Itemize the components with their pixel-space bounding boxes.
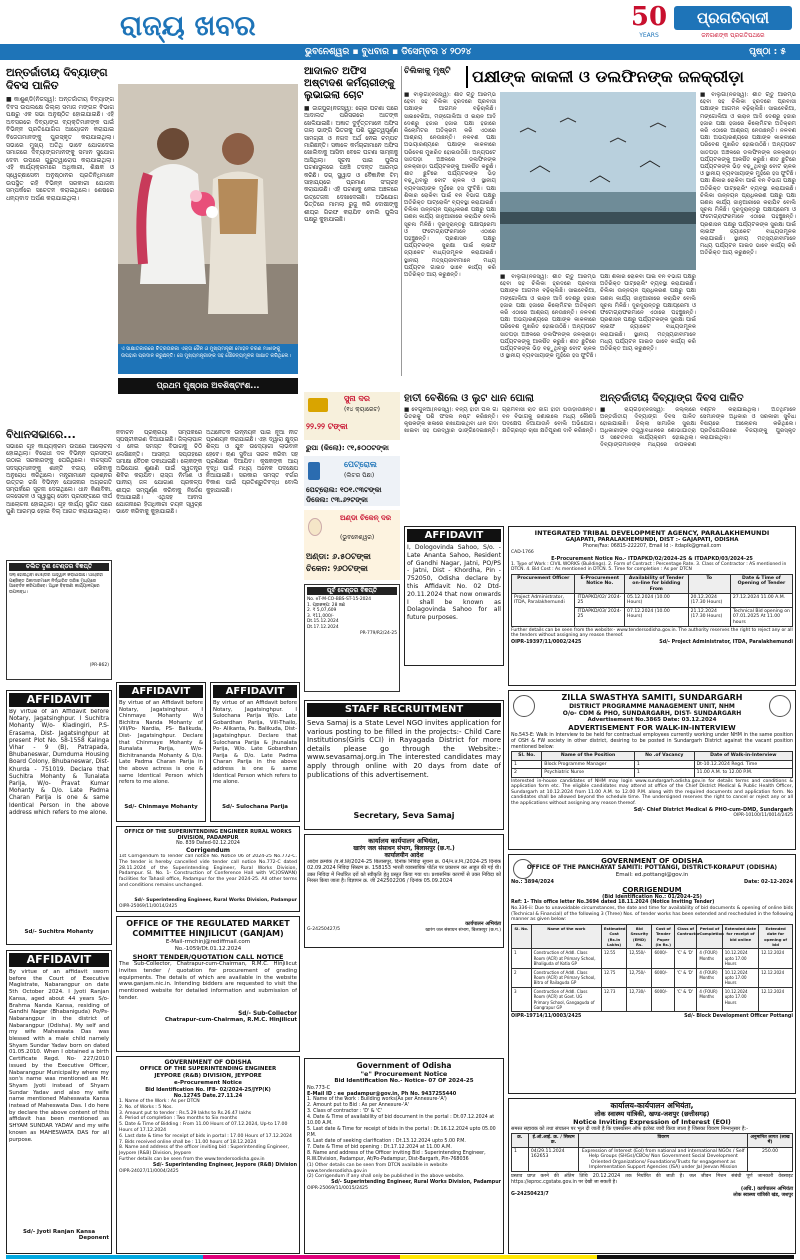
story1-body: ■ କାଶୁଣ୍ଡି(ନିଜସ୍ୱ): ଅନ୍ତର୍ଜାତୀୟ ଦିବ୍ୟାଙ୍ଗ ଦିବସ ଉପଲକ୍ଷେ ଜିଲ୍ଲା ସମାଜ ମଙ୍ଗଳ ବିଭାଗ ପକ୍ଷରୁ ଏକ ସଭା ଅନୁଷ୍ଠିତ ହୋଇଯାଇଛି। ଏହି ଅବସରରେ ଦିବ୍ୟାଙ୍ଗ ବ୍ୟକ୍ତିମାନଙ୍କ ପାଇଁ ବିଭିନ୍ନ ପ୍ରତିଯୋଗିତା ଆୟୋଜନ କରାଯାଇ ବିଜେତାମାନଙ୍କୁ ପୁରସ୍କୃତ କରାଯାଇଥିଲା। ସଭାରେ ମୁଖ୍ୟ ଅତିଥି ଭାବେ ଯୋଗଦେଇ ସମାଜରେ ଦିବ୍ୟାଙ୍ଗମାନଙ୍କୁ ସମାନ ସୁଯୋଗ ଦେବା ଉପରେ ଗୁରୁତ୍ୱାରୋପ କରାଯାଇଥିଲା। ଏହି କାର୍ଯ୍ୟକ୍ରମରେ ଅଧିକାରୀ, ଶିକ୍ଷକ ଓ ସ୍ୱେଚ୍ଛାସେବୀ ଅନୁଷ୍ଠାନର ପ୍ରତିନିଧିମାନେ ଉପସ୍ଥିତ ରହି ବିଭିନ୍ନ ସରକାରୀ ଯୋଜନା ସମ୍ପର୍କରେ ସଚେତନ କରାଇଥିଲେ। ଶେଷରେ ଧନ୍ୟବାଦ ଅର୍ପଣ କରାଯାଇଥିଲା। bbox=[6, 96, 114, 202]
pt-cell: 12.12.2024 bbox=[759, 949, 793, 968]
pt-th-2: Estimated Cost (Rs.in Lakhs) bbox=[601, 924, 626, 949]
story4-title: ବିଧାନସଭାରେ... bbox=[6, 428, 76, 441]
phed-para: समस्त सहायक को तथा संचालन पर भूल दी जाती है कि एक्सप्रेसन ऑफ इंटरेस्ट जारी किया जाता है जिसका विवरण निम्नानुसार है:- bbox=[511, 1126, 749, 1132]
story3-kicker: ଚିଲିକାକୁ ମୃଷ୍ଟି bbox=[404, 66, 451, 75]
tender-notice-small bbox=[6, 560, 112, 680]
pt-cell: 3 bbox=[512, 987, 532, 1012]
pt-th-4: Cost of Tender Paper (In Rs.) bbox=[652, 924, 674, 949]
tender-small-line-4: Dt.15.12.2024 bbox=[307, 619, 339, 625]
notice-small-body: ସିଲ୍ ହୋଇଥିବା ଟେଣ୍ଡର ଆହ୍ୱାନ କରାଯାଉଛି। ଆଗ୍ରହୀ ପଞ୍ଜିକୃତ ଠିକାଦାରମାନେ ନିର୍ଦ୍ଧାରିତ ତାରିଖ ମଧ୍ୟରେ ଆବେଦନ କରିପାରିବେ। ଅଧିକ ବିବରଣୀ କାର୍ଯ୍ୟାଳୟରେ ଉପଲବ୍ଧ। bbox=[9, 573, 103, 595]
phed-code: G-24250423/7 bbox=[511, 1192, 549, 1198]
section-title-bar bbox=[30, 8, 500, 44]
pt-cell: 10.12.2024 upto 17.00 Hours bbox=[722, 987, 759, 1012]
jey-sub2: JEYPORE (R&B) DIVISION, JEYPORE bbox=[154, 1073, 262, 1079]
nhm-sub1: DISTRICT PROGRAMME MANAGEMENT UNIT, NHM bbox=[569, 703, 735, 710]
affidavit-sign: Sd/- Chinmaye Mohanty bbox=[124, 804, 198, 810]
nhm-walkin-ad bbox=[508, 690, 796, 850]
itda-footer: Further details can be seen from the website:- www.tendersodisha.gov.in. The authority reserves the right to reject any or all the tenders without assigning any reason thereof. bbox=[511, 628, 793, 639]
affidavit-sign: Sd/- Jyoti Ranjan Kansa bbox=[22, 1229, 96, 1235]
staff-sign: Secretary, Seva Samaj bbox=[353, 811, 455, 820]
gold-price: ୨୨.୨୨ ଟଙ୍କା bbox=[306, 422, 348, 431]
story-divyang-rayagada bbox=[600, 392, 796, 516]
ep-email: E-Mail ID : ee_padampur@gov.in, Ph No. 9437255440 bbox=[307, 1091, 457, 1097]
affidavit-title: AFFIDAVIT bbox=[119, 685, 203, 698]
oil-label: ପେଟ୍ରୋଲ bbox=[344, 460, 377, 469]
nhm-sub2: O/o- CDM & PHO, SUNDARGARH, DIST- SUNDARGARH bbox=[562, 710, 742, 717]
phed-head: Notice Inviting Expression of Interest (EOI) bbox=[573, 1118, 731, 1126]
ep-foot2: (2) Corrigendum if any shall only be published in the above website. bbox=[307, 1174, 465, 1180]
story-chilika-birds bbox=[404, 66, 796, 386]
hindi-sign2: खारंग जल संसाधन संभाग, बिलासपुर (छ.ग.) bbox=[425, 928, 501, 933]
story-divyang-day bbox=[6, 66, 114, 426]
itda-bottom bbox=[511, 640, 793, 645]
affidavit-title: AFFIDAVIT bbox=[213, 685, 297, 698]
itda-code: CAD-1766 bbox=[511, 550, 534, 555]
pt-cell: Construction of Addl. Class Room (ACR) at Govt. UG Primary School, Gangaguda of Gangrapur GP bbox=[531, 987, 601, 1012]
petrol-box bbox=[304, 456, 400, 506]
phed-th-0: क्र. bbox=[512, 1134, 529, 1148]
pt-cell: 12.12.2024 bbox=[759, 987, 793, 1012]
pt-cell: 12,550/- bbox=[627, 949, 652, 968]
jey-sub3: e-Procurement Notice bbox=[174, 1080, 242, 1086]
itda-th-4: Date & Time of Opening of Tender bbox=[730, 574, 792, 593]
story5-title: ହାତୀ ବେଶିଲେ ଓ ଲୁଟ ଧାନ ପୋଲା bbox=[404, 393, 534, 404]
tender-small-line-2: 2. ₹ 5,07,609 bbox=[307, 608, 337, 614]
hindi-order-ad bbox=[304, 834, 504, 948]
pottangi-corrigendum-ad bbox=[508, 854, 796, 1094]
rmc-email: E-Mail-rmchinj@rediffmail.com bbox=[165, 939, 251, 945]
pt-cell: 12.55 bbox=[601, 949, 626, 968]
ep-row-1: 2. Amount put to Bid : As per Annexure-'A' bbox=[307, 1103, 410, 1108]
odisha-emblem-icon bbox=[513, 695, 535, 717]
gold-rate-box bbox=[304, 392, 400, 440]
ep-oipr: OIPR-25069/11/0015/2425 bbox=[307, 1185, 368, 1191]
pt-cell: 6000/- bbox=[652, 968, 674, 987]
jey-title: GOVERNMENT OF ODISHA bbox=[164, 1059, 252, 1066]
itda-phone: Phone/Fax: 06815-222207, Email Id :- itdaplk@gmail.com bbox=[583, 544, 721, 549]
tender-small-line-3: 3. ₹11,000/- bbox=[307, 613, 334, 619]
pt-head: CORRIGENDUM bbox=[622, 886, 682, 894]
phed-th-3: अनुमानित लागत (लाख में) bbox=[748, 1134, 793, 1148]
itda-cell: 27.12.2024 11.00 A.M. bbox=[730, 594, 792, 608]
gold-label: ସୁନା ଦର bbox=[344, 394, 371, 403]
page-number: ପୃଷ୍ଠା : ୫ bbox=[749, 47, 786, 57]
itda-tender-ad bbox=[508, 526, 796, 686]
pt-th-7: Extended date for receipt of bid online bbox=[722, 924, 759, 949]
hindi-sub: खारंग जल संसाधन संभाग, बिलासपुर (छ.ग.) bbox=[353, 845, 455, 852]
ep-row-3: 4. Date & Time of availability of bid document in the portal : Dt.07.12.2024 at 10.00 A.M. bbox=[307, 1115, 495, 1126]
ep-sub2: Bid Identification No.- Notice- 07 OF 2024-25 bbox=[334, 1078, 474, 1084]
jey-sub: OFFICE OF THE SUPERINTENDING ENGINEER bbox=[139, 1066, 277, 1072]
nhm-logo-icon bbox=[769, 695, 791, 717]
pt-cell: 12.73 bbox=[601, 987, 626, 1012]
reg-magenta bbox=[203, 1255, 400, 1259]
hindi-code: G-24250427/5 bbox=[307, 927, 341, 932]
egg-sub: (ଭୁବନେଶ୍ୱର) bbox=[340, 534, 375, 541]
ep-row-6: 7. Date & Time of bid opening : Dt.17.12.2024 at 11.00 A.M. bbox=[307, 1145, 452, 1150]
story4b-body: ନିର୍ବାଚନ ପ୍ରକ୍ରିୟା ସମ୍ପର୍କରେ ସ୍ପଷ୍ଟୀକରଣ ଦିଆଯାଇଛି। ଜିଲ୍ଲାପାଳ ଏ ନେଇ ସମସ୍ତ ବିଭାଗକୁ ଚିଠି ଲେଖିଛନ୍ତି। ଆସନ୍ତା ସପ୍ତାହରେ ସମୀକ୍ଷା ବୈଠକ ଡକାଯାଇଛି। ଲୋକଙ୍କ ଅଭିଯୋଗ ଶୁଣାଣି ପାଇଁ ସ୍ୱତନ୍ତ୍ର ଶିବିର କରାଯିବ। ରାସ୍ତା ନିର୍ମାଣ ଓ ପାନୀୟ ଜଳ ଯୋଗାଣ ପ୍ରକଳ୍ପ ଶୀଘ୍ର ସମ୍ପୂର୍ଣ୍ଣ କରିବାକୁ ନିର୍ଦ୍ଦେଶ ଦିଆଯାଇଛି। ଏଥିସହ ଆବାସ ଯୋଜନାରେ ହିତାଧିକାରୀ ଚୟନ ସ୍ୱଚ୍ଛ ଭାବେ କରିବାକୁ କୁହାଯାଇଛି। bbox=[116, 430, 202, 516]
notice-small-title: ଚଲିତ ତୃଣ ଟେଣ୍ଡର ବିଜ୍ଞପ୍ତି bbox=[9, 563, 109, 571]
phed-cell: 250.00 bbox=[748, 1147, 793, 1172]
affidavit-chinmaye bbox=[116, 682, 206, 822]
affidavit-suchitra bbox=[6, 690, 112, 945]
pt-cell: 1 bbox=[512, 949, 532, 968]
ep-row-5: 6. Last date of seeking clarification : Dt.13.12.2024 upto 5.00 P.M. bbox=[307, 1139, 466, 1144]
pt-cell: Construction of Addl. Class Room (ACR) at Primary School, Bhaliguda of Kotia GP bbox=[531, 949, 601, 968]
front-page-continued-banner bbox=[118, 378, 298, 394]
reg-yellow bbox=[400, 1255, 597, 1259]
nhm-cell: Psychiatric Nurse bbox=[542, 769, 635, 777]
phed-footer: प्रस्ताव प्राप्त करने की अंतिम तिथि 20.12.2024 तक निर्धारित की जाती है। जल जीवन मिशन संबंधी पूर्ण जानकारी वेबसाइट https://eproc.cgstate.gov.in पर देखी जा सकती है। bbox=[511, 1174, 793, 1186]
fuel-pump-icon bbox=[308, 462, 320, 480]
photo-caption bbox=[118, 344, 298, 374]
story-elephant bbox=[404, 392, 596, 516]
story6-title: ଅନ୍ତର୍ଜାତୀୟ ଦିବ୍ୟାଙ୍ଗ ଦିବସ ପାଳିତ bbox=[600, 393, 744, 404]
pt-th-8: Extended date for opening of bid bbox=[759, 924, 793, 949]
tender-small-title: ପୂର୍ବ ଟେଣ୍ଡର ବିଜ୍ଞପ୍ତି bbox=[307, 587, 397, 595]
pt-email: Email: ed.pottangi@gov.in bbox=[615, 872, 689, 878]
table-row bbox=[512, 1147, 793, 1172]
itda-title: INTEGRATED TRIBAL DEVELOPMENT AGENCY, PARALAKHEMUNDI bbox=[534, 529, 770, 537]
phed-th-2: विवरण bbox=[579, 1134, 748, 1148]
pt-th-1: Name of the work bbox=[531, 924, 601, 949]
pt-cell: 'C' & 'D' bbox=[674, 987, 696, 1012]
affidavit-body: By virtue of an Affidavit before Notary, Jagatsinghpur. I Chinmaye Mohanty W/o Bichitra Nanda Mohanty of Vill/Po- Nardia, PS- Balikuda, Dist- Jagatsinghpur. Declare that Chinmaye Mohanty & Runalata Parija, W/o- Bichitrananda Mohanty & D/o. Late Padma Charan Parija in the above actress is one & same Identical Person which refers to me alone. bbox=[119, 700, 203, 786]
diesel-price: ଡିଜେଲ: ୯୩.୬୨ଟଙ୍କା bbox=[306, 496, 368, 504]
notice-small-sign: (PR-862) bbox=[89, 663, 109, 668]
story3-body-col2 bbox=[500, 274, 696, 382]
padampur-eproc-ad bbox=[304, 1058, 504, 1254]
tender-small-line-5: Dt.17.12.2024 bbox=[307, 624, 339, 630]
jeypore-eproc-ad bbox=[116, 1056, 300, 1254]
pt-cell: 6000/- bbox=[652, 987, 674, 1012]
jey-ref2: No.12745 Date.27.11.24 bbox=[173, 1093, 243, 1099]
hindi-bottom bbox=[307, 927, 501, 933]
affidavit-sign: Sd/- Sulochana Parija bbox=[222, 804, 288, 810]
phed-bottom bbox=[511, 1192, 793, 1198]
dateline: ଭୁବନେଶ୍ୱର ▪ ବୁଧବାର ▪ ଡିସେମ୍ବର ୪ ୨୦୨୪ bbox=[305, 47, 472, 57]
itda-th-1: E-Procurement Notice No. bbox=[575, 574, 625, 593]
petrol-price: ପେଟ୍ରୋଲ: ୧୦୧.୯୩ଟଙ୍କା bbox=[306, 486, 382, 494]
egg-price: ଅଣ୍ଡା: ୬.୫୦ଟଙ୍କା bbox=[306, 552, 371, 561]
nhm-oipr: OIPR-10100/11/0014/2425 bbox=[733, 812, 793, 818]
pt-th-5: Class of Contractor bbox=[674, 924, 696, 949]
affidavit-title: AFFIDAVIT bbox=[407, 529, 501, 542]
phed-sign: (अधि.) कार्यपालन अभियंता bbox=[740, 1186, 793, 1193]
corr-sign: Sd/- Superintending Engineer, Rural Works Division, Padampur bbox=[134, 898, 297, 903]
itda-cell: ITDAPKD/03/ 2024-25 bbox=[575, 607, 625, 626]
jey-row-1: 2. No. of Works : 5 Nos. bbox=[119, 1104, 173, 1110]
itda-table bbox=[511, 574, 793, 627]
phed-th-1: ई.ओ.आई. क्र. / सिस्टम क्र. bbox=[528, 1134, 579, 1148]
pt-cell: 6000/- bbox=[652, 949, 674, 968]
table-row bbox=[512, 987, 793, 1012]
nhm-cell: Dt-10.12.2024 Regd. Time bbox=[694, 760, 792, 768]
nhm-adv: Advertisement No.3865 Date: 03.12.2024 bbox=[587, 717, 717, 723]
rmc-head: SHORT TENDER/QUOTATION CALL NOTICE bbox=[132, 953, 284, 961]
phed-table bbox=[511, 1133, 793, 1172]
story2-title: ଆଦାଲତ ଅଫିସ ଅଷ୍ଟାଦଶ କର୍ମଚାରୀଙ୍କୁ ଲୁଭାଇଲା ଚୋଟ bbox=[304, 66, 395, 101]
pt-th-3: Bid Security (EMD) Rs. bbox=[627, 924, 652, 949]
jey-row-2: 3. Amount put to tender : Rs.5.29 lakhs to Rs.26.47 lakhs bbox=[119, 1110, 252, 1116]
padampur-corrigendum bbox=[116, 826, 300, 912]
pt-cell: 2 bbox=[512, 968, 532, 987]
pt-cell: 4 (FOUR) Months bbox=[697, 968, 722, 987]
pt-cell: 12,730/- bbox=[627, 987, 652, 1012]
story6-body: ■ ରାୟଗଡ଼ା(ନିଜସ୍ୱ): ଜିଲ୍ଲାରେ ଅନ୍ତର୍ଜାତୀୟ ଦିବ୍ୟାଙ୍ଗ ଦିବସ ପାଳିତ ହୋଇଯାଇଛି। ଜିଲ୍ଲା ସାମାଜିକ ସୁରକ୍ଷା ଅଧିକାରୀଙ୍କ ତତ୍ତ୍ୱାବଧାନରେ ଶୋଭାଯାତ୍ରା ଓ ସଚେତନତା କାର୍ଯ୍ୟକ୍ରମ ହୋଇଥିଲା। ଦିବ୍ୟାଙ୍ଗମାନଙ୍କ ମଧ୍ୟରେ ଉପକରଣ ବଣ୍ଟନ କରାଯାଇଥିଲା। ଅତିଥିମାନେ ସେମାନଙ୍କ ଅଧିକାର ଓ ସରକାରୀ ସୁବିଧା ବିଷୟରେ ଆଲୋଚନା କରିଥିଲେ। ପ୍ରତିଯୋଗିତାରେ ବିଜୟୀଙ୍କୁ ପୁରସ୍କୃତ କରାଯାଇଥିଲା। bbox=[600, 407, 796, 448]
jey-row-0: 1. Name of the Work : As per DTCN bbox=[119, 1099, 200, 1104]
itda-oipr: OIPR-19397/11/0002/2425 bbox=[511, 639, 582, 645]
corr-oipr: OIPR-25069/11/0014/2425 bbox=[119, 903, 178, 909]
story3-body-cont2: ■ ବାଲୁଗାଁ(ନିଜସ୍ୱ): ଶୀତ ଋତୁ ଆରମ୍ଭ ହେବା ସହ ଚିଲିକା ହ୍ରଦରେ ପ୍ରବାସୀ ପକ୍ଷୀଙ୍କ ଆଗମନ ବଢ଼ିଚାଲିଛି। ସାଇବେରିଆ, ମଙ୍ଗୋଲିଆ ଓ ଇରାନ ଆଦି ଦେଶରୁ ହଜାର ହଜାର ପକ୍ଷୀ ହଜାରେ କିଲୋମିଟର ଅତିକ୍ରମ କରି ଏଠାରେ ଆଶ୍ରୟ ନେଉଛନ୍ତି। ନଳବଣ ପକ୍ଷୀ ଅଭୟାରଣ୍ୟରେ ପକ୍ଷୀଙ୍କ କାକଳୀରେ ପରିବେଶ ମୁଖରିତ ହୋଇଉଠିଛି। ଅନ୍ୟପଟେ ସାତପଡ଼ା ଅଞ୍ଚଳରେ ଡଲଫିନଙ୍କ ଜଳକ୍ରୀଡ଼ା ପର୍ଯ୍ୟଟକଙ୍କୁ ଆକର୍ଷିତ କରୁଛି। ଶୀତ ଛୁଟିରେ ପର୍ଯ୍ୟଟକଙ୍କ ଭିଡ଼ ବଢ଼ୁଥିବାରୁ ବୋଟ ଚାଳକ ଓ ସ୍ଥାନୀୟ ବ୍ୟବସାୟୀଙ୍କ ମୁହଁରେ ହସ ଫୁଟିଛି। ପକ୍ଷୀ ଶିକାର ରୋକିବା ପାଇଁ ବନ ବିଭାଗ ପକ୍ଷରୁ ଅତିରିକ୍ତ ପାଟ୍ରୋଲିଂ ବ୍ୟବସ୍ଥା କରାଯାଇଛି। ଚିଲିକା ଉନ୍ନୟନ ପ୍ରାଧିକରଣ ପକ୍ଷରୁ ପକ୍ଷୀ ଗଣନା କାର୍ଯ୍ୟ ଜାନୁଆରୀରେ କରାଯିବ ବୋଲି ସୂଚନା ମିଳିଛି। ଦୂରଦୂରାନ୍ତରୁ ପକ୍ଷୀପ୍ରେମୀ ଓ ଫଟୋଗ୍ରାଫରମାନେ ଏଠାରେ ପହଞ୍ଚୁଛନ୍ତି। ପ୍ରଶାସନ ପକ୍ଷରୁ ପର୍ଯ୍ୟଟକଙ୍କ ସୁରକ୍ଷା ପାଇଁ ଲାଇଫ ଜ୍ୟାକେଟ ବାଧ୍ୟତାମୂଳକ କରାଯାଇଛି। ସ୍ଥାନୀୟ ମତ୍ସ୍ୟଜୀବୀମାନେ ମଧ୍ୟ ପର୍ଯ୍ୟଟନ ଗାଇଡ ଭାବେ କାର୍ଯ୍ୟ କରି ଅତିରିକ୍ତ ଆୟ କରୁଛନ୍ତି। bbox=[700, 92, 796, 257]
affidavit-title: AFFIDAVIT bbox=[9, 693, 109, 707]
jey-row-6: 7. Bids received online shall be : 11.00 hours of 18.12.2024 bbox=[119, 1139, 257, 1145]
affidavit-body: I, Dologovinda Sahoo, S/o. - Late Ananta Sahoo, Resident of Gandhi Nagar, Jatni, PO/PS - Jatni, Dist - Khordha, Pin - 752050, Odisha declare by this Affidavit No. 02 Dtd- 20.11.2024 that now onwards I shall be known as Dolagovinda Sahoo for all future purposes. bbox=[407, 544, 501, 622]
pt-cell: 4 (FOUR) Months bbox=[697, 987, 722, 1012]
chicken-price: ଚିକେନ: ୨୬୦ଟଙ୍କା bbox=[306, 564, 368, 573]
section-title: ରାଜ୍ୟ ଖବର bbox=[120, 9, 256, 42]
phed-title: कार्यालय-कार्यपालन अभियंता, bbox=[610, 1101, 694, 1110]
itda-sign: Sd/- Project Administrator, ITDA, Paralakhemundi bbox=[659, 639, 793, 645]
egg-label: ଅଣ୍ଡା ଚିକେନ୍ ଦର bbox=[340, 514, 392, 522]
nhm-title: ZILLA SWASTHYA SAMITI, SUNDARGARH bbox=[561, 693, 743, 702]
nhm-th-2: No .of Vacancy bbox=[634, 752, 694, 760]
pt-bottom bbox=[511, 1014, 793, 1019]
itda-sub: GAJAPATI, PARALAKHEMUNDI, DIST :- GAJAPATI, ODISHA bbox=[565, 537, 739, 543]
oil-sub: (ଲିଟର ପିଛା) bbox=[344, 472, 375, 479]
hindi-sign: कार्यपालन अभियंता bbox=[465, 921, 501, 927]
corr-title: Corrigendum bbox=[186, 847, 230, 854]
silver-price: ରୁପା (କିଲୋ): ୯୧,୫୦୦ଟଙ୍କା bbox=[306, 444, 389, 452]
itda-th-2: Availability of Tender on-line for bidding From bbox=[625, 574, 689, 593]
story4-body: ସଭାରେ ଗୃହ କାର୍ଯ୍ୟକ୍ରମ ଉପରେ ଆଲୋଚନା ହୋଇଥିଲା। ବିରୋଧୀ ଦଳ ବିଭିନ୍ନ ପ୍ରସଙ୍ଗ ଉଠାଇ ସରକାରଙ୍କୁ ଘେରିଥିଲେ। ବାଚସ୍ପତି ସଦସ୍ୟମାନଙ୍କୁ ଶାନ୍ତି ବଜାୟ ରଖିବାକୁ ଅନୁରୋଧ କରିଥିଲେ। ମନ୍ତ୍ରୀମାନେ ପ୍ରଶ୍ନର ଉତ୍ତର ରଖି ବିଭିନ୍ନ ଯୋଜନାର ଅଗ୍ରଗତି ସମ୍ପର୍କରେ ସୂଚନା ଦେଇଥିଲେ। ଧାନ କିଣାବିକା, ଜଳସେଚନ ଓ ସ୍ୱାସ୍ଥ୍ୟ ସେବା ପ୍ରସଙ୍ଗରେ ଦୀର୍ଘ ଆଲୋଚନା ହୋଇଥିଲା। ଗୃହ କାର୍ଯ୍ୟ ସ୍ଥଗିତ ପରେ ପୁଣି ଆରମ୍ଭ ହୋଇ ବିଲ୍ ଆଗତ କରାଯାଇଥିଲା। bbox=[6, 444, 112, 515]
jey-oipr: OIPR-24027/11/0004/2425 bbox=[119, 1168, 179, 1174]
itda-cell: 21.12.2024 (17.30 Hours) bbox=[688, 607, 730, 626]
nhm-cell: 11.00 A.M. to 12.00 P.M. bbox=[694, 769, 792, 777]
story3-body-cont: ■ ବାଲୁଗାଁ(ନିଜସ୍ୱ): ଶୀତ ଋତୁ ଆରମ୍ଭ ହେବା ସହ ଚିଲିକା ହ୍ରଦରେ ପ୍ରବାସୀ ପକ୍ଷୀଙ୍କ ଆଗମନ ବଢ଼ିଚାଲିଛି। ସାଇବେରିଆ, ମଙ୍ଗୋଲିଆ ଓ ଇରାନ ଆଦି ଦେଶରୁ ହଜାର ହଜାର ପକ୍ଷୀ ହଜାରେ କିଲୋମିଟର ଅତିକ୍ରମ କରି ଏଠାରେ ଆଶ୍ରୟ ନେଉଛନ୍ତି। ନଳବଣ ପକ୍ଷୀ ଅଭୟାରଣ୍ୟରେ ପକ୍ଷୀଙ୍କ କାକଳୀରେ ପରିବେଶ ମୁଖରିତ ହୋଇଉଠିଛି। ଅନ୍ୟପଟେ ସାତପଡ଼ା ଅଞ୍ଚଳରେ ଡଲଫିନଙ୍କ ଜଳକ୍ରୀଡ଼ା ପର୍ଯ୍ୟଟକଙ୍କୁ ଆକର୍ଷିତ କରୁଛି। ଶୀତ ଛୁଟିରେ ପର୍ଯ୍ୟଟକଙ୍କ ଭିଡ଼ ବଢ଼ୁଥିବାରୁ ବୋଟ ଚାଳକ ଓ ସ୍ଥାନୀୟ ବ୍ୟବସାୟୀଙ୍କ ମୁହଁରେ ହସ ଫୁଟିଛି। ପକ୍ଷୀ ଶିକାର ରୋକିବା ପାଇଁ ବନ ବିଭାଗ ପକ୍ଷରୁ ଅତିରିକ୍ତ ପାଟ୍ରୋଲିଂ ବ୍ୟବସ୍ଥା କରାଯାଇଛି। ଚିଲିକା ଉନ୍ନୟନ ପ୍ରାଧିକରଣ ପକ୍ଷରୁ ପକ୍ଷୀ ଗଣନା କାର୍ଯ୍ୟ ଜାନୁଆରୀରେ କରାଯିବ ବୋଲି ସୂଚନା ମିଳିଛି। ଦୂରଦୂରାନ୍ତରୁ ପକ୍ଷୀପ୍ରେମୀ ଓ ଫଟୋଗ୍ରାଫରମାନେ ଏଠାରେ ପହଞ୍ଚୁଛନ୍ତି। ପ୍ରଶାସନ ପକ୍ଷରୁ ପର୍ଯ୍ୟଟକଙ୍କ ସୁରକ୍ଷା ପାଇଁ ଲାଇଫ ଜ୍ୟାକେଟ ବାଧ୍ୟତାମୂଳକ କରାଯାଇଛି। ସ୍ଥାନୀୟ ମତ୍ସ୍ୟଜୀବୀମାନେ ମଧ୍ୟ ପର୍ଯ୍ୟଟନ ଗାଇଡ ଭାବେ କାର୍ଯ୍ୟ କରି ଅତିରିକ୍ତ ଆୟ କରୁଛନ୍ତି। bbox=[500, 274, 696, 360]
staff-body: Seva Samaj is a State Level NGO invites application for various posting to be filled in the projects:- Child Care Institutions(Girls CCI) in Rayagada District for more details please go through the Website:-www.sevasamaj.org.in The interested candidates may apply through online with 20 days from date of publications of this advertisement. bbox=[307, 719, 501, 779]
corr-ref: No. 839 Dated-02.12.2024 bbox=[176, 841, 240, 846]
story3-title: ପକ୍ଷୀଙ୍କ କାକଳୀ ଓ ଡଲଫିନଙ୍କ ଜଳକ୍ରୀଡ଼ା bbox=[466, 66, 796, 88]
column-rule bbox=[401, 66, 402, 376]
ep-code: No.773-C bbox=[307, 1085, 331, 1091]
ep-foot1: (1) Other details can be seen from DTCN available in website www.tendersodisha.gov.in bbox=[307, 1163, 448, 1174]
ep-row-4: 5. Last date & Time for receipt of bids in the portal : Dt.16.12.2024 upto 05.00 P.M. bbox=[307, 1127, 496, 1138]
story4c-body: ଅର୍ଥନୈତିକ ଉନ୍ନୟନ ପାଇଁ ନୂଆ ନୀତି ପ୍ରଣୟନ କରାଯାଇଛି। ଏହା ଦ୍ୱାରା କ୍ଷୁଦ୍ର ଶିଳ୍ପ ଓ ଯୁବ ଉଦ୍ୟୋଗୀ ଲାଭବାନ ହେବେ। ଋଣ ସୁବିଧା ସରଳ କରିବା ସହ ପ୍ରଶିକ୍ଷଣ ଦିଆଯିବ। କୃଷକଙ୍କ ଆୟ ବୃଦ୍ଧି ପାଇଁ ମଧ୍ୟ ଅନେକ ପଦକ୍ଷେପ ନିଆଯାଇଛି। ସରକାର ସମସ୍ତ ବର୍ଗର ବିକାଶ ପାଇଁ ପ୍ରତିଶ୍ରୁତିବଦ୍ଧ ବୋଲି କୁହାଯାଇଛି। bbox=[206, 430, 298, 494]
nhm-para: No.543-E: Walk in Interview to be held for contractual employees currently working under NHM in the same position of OSH & FW society in other district, desiring to be posted in Sundargarh District against the vacant position mentioned below: bbox=[511, 733, 793, 750]
itda-line1: 1. Type of Work : CIVIL WORKS (Buildings). 2. Form of Contract : Percentage Rate. 3. Class of Contractor : AS mentioned in DTCN. 4. Bid Cost : As mentioned in DTCN. 5. Time for completion : As per DTCN bbox=[511, 562, 787, 573]
story2-body: ■ ଜାଜପୁର(ନିଜସ୍ୱ): ଚୋରି ଘଟଣା ପରେ ଆଦାଲତ ପରିସରରେ ଆତଙ୍କ ଖେଳିଯାଇଛି। ଅଜ୍ଞାତ ଦୁର୍ବୃତ୍ତମାନେ ଅଫିସ ତାଲା ଭାଙ୍ଗି ଭିତରକୁ ପଶି ଗୁରୁତ୍ୱପୂର୍ଣ୍ଣ ସାମଗ୍ରୀ ଓ ନଗଦ ଅର୍ଥ ନେଇ ଚମ୍ପଟ ମାରିଛନ୍ତି। ସକାଳେ କର୍ମଚାରୀମାନେ ଅଫିସ ଖୋଲିବାକୁ ଆସିବା ବେଳେ ଘଟଣା ସାମ୍ନାକୁ ଆସିଥିଲା। ସୂଚନା ପାଇ ପୁଲିସ ଘଟଣାସ୍ଥଳରେ ପହଞ୍ଚି ତଦନ୍ତ ଆରମ୍ଭ କରିଛି। ଡଗ୍ ସ୍କ୍ୱାଡ ଓ ବୈଜ୍ଞାନିକ ଟିମ୍ ସାହାଯ୍ୟରେ ପ୍ରମାଣ ସଂଗ୍ରହ କରାଯାଉଛି। ଏହି ଘଟଣାକୁ ନେଇ ଅଞ୍ଚଳରେ ଉତ୍ତେଜନା ଦେଖାଦେଇଛି। ଅଭିଯୋଗ ଭିତ୍ତିରେ ମାମଲା ରୁଜୁ କରି ଦୋଷୀଙ୍କୁ ଶୀଘ୍ର ଗିରଫ କରାଯିବ ବୋଲି ପୁଲିସ ପକ୍ଷରୁ କୁହାଯାଇଛି। bbox=[304, 106, 398, 224]
rmc-body: The Sub-Collector, Chatrapur-cum-Chairman, R.M.C. Hinjilicut invites tender / quotation for procurement of grading equipments. The details of which are available in the website www.ganjam.nic.in. Intending bidders are requested to visit the mentioned website for detailed information and submission of tender. bbox=[119, 961, 297, 1001]
table-row bbox=[512, 594, 793, 608]
phed-cell: 04/29.11.2024 162653 bbox=[528, 1147, 579, 1172]
nhm-th-0: Sl. No. bbox=[512, 752, 542, 760]
nhm-cell: 1 bbox=[512, 760, 542, 768]
affidavit-title: AFFIDAVIT bbox=[9, 953, 109, 967]
itda-notice: E-Procurement Notice No.- ITDAPKD/02/2024-25 & ITDAPKD/03/2024-25 bbox=[551, 556, 753, 562]
brand-name-box bbox=[674, 6, 792, 30]
affidavit-sign: Sd/- Suchitra Mohanty bbox=[24, 929, 94, 935]
nhm-cell: 2 bbox=[512, 769, 542, 777]
phed-sub: लोक स्वास्थ्य यांत्रिकी, खण्ड-जशपुर (छत्तीसगढ़) bbox=[594, 1110, 710, 1118]
table-row bbox=[512, 760, 793, 768]
itda-officer: Project Administrator, ITDA, Paralakhemundi bbox=[512, 594, 575, 627]
pt-th-6: Period of Completion bbox=[697, 924, 722, 949]
jey-row-4: 5. Date & Time of Bidding : From 11.00 Hours of 07.12.2024, Up-to 17.00 Hours of 17.12.2024 bbox=[119, 1122, 288, 1133]
banner-text: ପ୍ରଥମ ପୃଷ୍ଠାର ଅବଶିଷ୍ଟାଂଶ... bbox=[156, 381, 260, 390]
jey-row-7: 8. Name and address of the officer inviting bid : Superintending Engineer, Jeypore (R&B) Division, Jeypore bbox=[119, 1145, 290, 1157]
jey-ref: Bid Identification No. IFB- 02/2024-25/JYP(K) bbox=[145, 1087, 271, 1093]
pt-th-0: Sl. No. bbox=[512, 924, 532, 949]
logo-years: YEARS bbox=[639, 32, 659, 39]
dateline-bar bbox=[0, 44, 800, 60]
phed-cell: 1 bbox=[512, 1147, 529, 1172]
jey-sign: Sd/- Superintending Engineer, Jeypore (R&B) Division bbox=[152, 1162, 297, 1168]
nhm-head: ADVERTISEMENT FOR WALK-IN-INTERVIEW bbox=[568, 724, 736, 732]
rmc-sign2: Chatrapur-cum-Chairman, R.M.C. Hinjilicut bbox=[164, 1017, 297, 1023]
pt-cell: 'C' & 'D' bbox=[674, 949, 696, 968]
nhm-th-3: Date of Walk-in-Interview bbox=[694, 752, 792, 760]
gold-sub: (୧୪ କ୍ୟାରେଟ) bbox=[344, 406, 381, 413]
affidavit-body: By virtue of an affidavit sworn before the Court of Executive Magistrate, Nabarangpur on date 5th October 2024. I Jyoti Ranjan Kansa, aged about 44 years S/o- Brahma Nanda Kansa, residing of Gandhi Nagar (Bhabaniguda) Po/Ps- Nabarangpur in the district of Nabarangpur (Odisha). My self and my wife Maheswata Das was blessed with a male child namely Shyam Sundar Yadav born on dated 01.05.2010. When I obtained a birth Certificate Regd. No- 227/2010 issued by the Executive Officer, Nabarangpur Municipality where my son's name was mentioned as Mr. Shyam Jyoti instead of Shyam Sundar Yadav and also my wife name mentioned Maheswata Kansa instead of Maheswata Das. I do here by declare the above content of this affidavit has been mentioned as SHYAM SUNDAR YADAV and my wife known as MAHESWATA DAS for all purpose. bbox=[9, 969, 109, 1143]
pt-cell: Construction of Addl. Class Room (ACR) at Primary School, Bitra of Railaguda GP bbox=[531, 968, 601, 987]
itda-th-0: Procurement Officer bbox=[512, 574, 575, 593]
pt-oipr: OIPR-19714/11/0003/2425 bbox=[511, 1014, 582, 1020]
story1-title: ଅନ୍ତର୍ଜାତୀୟ ଦିବ୍ୟାଙ୍ଗ ଦିବସ ପାଳିତ bbox=[6, 66, 108, 92]
table-row bbox=[512, 949, 793, 968]
market-rates bbox=[304, 392, 400, 692]
story3-body-col1: ■ ବାଲୁଗାଁ(ନିଜସ୍ୱ): ଶୀତ ଋତୁ ଆରମ୍ଭ ହେବା ସହ ଚିଲିକା ହ୍ରଦରେ ପ୍ରବାସୀ ପକ୍ଷୀଙ୍କ ଆଗମନ ବଢ଼ିଚାଲିଛି। ସାଇବେରିଆ, ମଙ୍ଗୋଲିଆ ଓ ଇରାନ ଆଦି ଦେଶରୁ ହଜାର ହଜାର ପକ୍ଷୀ ହଜାରେ କିଲୋମିଟର ଅତିକ୍ରମ କରି ଏଠାରେ ଆଶ୍ରୟ ନେଉଛନ୍ତି। ନଳବଣ ପକ୍ଷୀ ଅଭୟାରଣ୍ୟରେ ପକ୍ଷୀଙ୍କ କାକଳୀରେ ପରିବେଶ ମୁଖରିତ ହୋଇଉଠିଛି। ଅନ୍ୟପଟେ ସାତପଡ଼ା ଅଞ୍ଚଳରେ ଡଲଫିନଙ୍କ ଜଳକ୍ରୀଡ଼ା ପର୍ଯ୍ୟଟକଙ୍କୁ ଆକର୍ଷିତ କରୁଛି। ଶୀତ ଛୁଟିରେ ପର୍ଯ୍ୟଟକଙ୍କ ଭିଡ଼ ବଢ଼ୁଥିବାରୁ ବୋଟ ଚାଳକ ଓ ସ୍ଥାନୀୟ ବ୍ୟବସାୟୀଙ୍କ ମୁହଁରେ ହସ ଫୁଟିଛି। ପକ୍ଷୀ ଶିକାର ରୋକିବା ପାଇଁ ବନ ବିଭାଗ ପକ୍ଷରୁ ଅତିରିକ୍ତ ପାଟ୍ରୋଲିଂ ବ୍ୟବସ୍ଥା କରାଯାଇଛି। ଚିଲିକା ଉନ୍ନୟନ ପ୍ରାଧିକରଣ ପକ୍ଷରୁ ପକ୍ଷୀ ଗଣନା କାର୍ଯ୍ୟ ଜାନୁଆରୀରେ କରାଯିବ ବୋଲି ସୂଚନା ମିଳିଛି। ଦୂରଦୂରାନ୍ତରୁ ପକ୍ଷୀପ୍ରେମୀ ଓ ଫଟୋଗ୍ରାଫରମାନେ ଏଠାରେ ପହଞ୍ଚୁଛନ୍ତି। ପ୍ରଶାସନ ପକ୍ଷରୁ ପର୍ଯ୍ୟଟକଙ୍କ ସୁରକ୍ଷା ପାଇଁ ଲାଇଫ ଜ୍ୟାକେଟ ବାଧ୍ୟତାମୂଳକ କରାଯାଇଛି। ସ୍ଥାନୀୟ ମତ୍ସ୍ୟଜୀବୀମାନେ ମଧ୍ୟ ପର୍ଯ୍ୟଟନ ଗାଇଡ ଭାବେ କାର୍ଯ୍ୟ କରି ଅତିରିକ୍ତ ଆୟ କରୁଛନ୍ତି। bbox=[404, 92, 496, 279]
pt-cell: 4 (FOUR) Months bbox=[697, 949, 722, 968]
affidavit-sulochana bbox=[210, 682, 300, 822]
ep-sign: Sd/- Superintending Engineer, Rural Works Division, Padampur bbox=[331, 1179, 501, 1185]
affidavit-body: By virtue of an Affidavit before Notary, Jagatsinghpur. I Sulochana Parija W/o. Late Gobardhan Parija, Vill-Thailo, Po- Alikanta, Ps. Balikuda, Dist- Jagatsinghpur. Declare that Sulochana Parija & Jhunalata Parija, W/o. Late Gobardhan Parija & D/o. Late Padma Charan Parija in the above address is one & same Identical Person which refers to me alone. bbox=[213, 700, 297, 786]
ep-sub: "e" Procurement Notice bbox=[360, 1070, 448, 1078]
reg-black bbox=[597, 1255, 794, 1259]
itda-cell: Technical Bid opening on 07.01.2025 At 11.00 hours bbox=[730, 607, 792, 626]
gold-icon bbox=[308, 398, 328, 412]
ep-row-2: 3. Class of contractor : 'D' & 'C' bbox=[307, 1109, 382, 1114]
tender-small-line-0: No. eT-M-CO-BBS-ST-15-2024 bbox=[307, 597, 372, 602]
cm-meeting-photo bbox=[118, 84, 298, 344]
pt-sign: Sd/- Block Development Officer Pottangi bbox=[684, 1014, 793, 1020]
ep-row-7: 8. Name and address of the Officer inviting Bid : Superintending Engineer, R.W.Division, Padampur, At/Po-Padampur, Dist-Bargarh, Pin-768036 bbox=[307, 1151, 486, 1162]
logo-50-years bbox=[628, 2, 670, 42]
pottangi-table bbox=[511, 924, 793, 1013]
affidavit-sign2: Deponent bbox=[78, 1235, 109, 1241]
table-row bbox=[512, 968, 793, 987]
pt-cell: 10.12.2024 upto 17.00 Hours bbox=[722, 949, 759, 968]
ep-title: Government of Odisha bbox=[356, 1061, 452, 1070]
pt-cell: 12.12.2024 bbox=[759, 968, 793, 987]
jey-row-5: 6. Last date & time for receipt of bids in portal : 17.00 Hours of 17.12.2024 bbox=[119, 1133, 292, 1139]
nhm-cell: 1 bbox=[634, 769, 694, 777]
phed-cell: Expression of Interest (Eol) from national and international NGOs / Self Help Groups (SHGs)/CBOs/ Non Government Social Development Oriented Organizations/ Foundations/Trusts for engagement as Implementation Support Agencies (ISA) under Jal Jeevan Mission bbox=[579, 1147, 748, 1172]
staff-title: STAFF RECRUITMENT bbox=[307, 703, 501, 717]
affidavit-jyoti bbox=[6, 950, 112, 1254]
rmc-ref: No.-1059/Dt.01.12.2024 bbox=[174, 946, 242, 952]
pt-cell: 12.75 bbox=[601, 968, 626, 987]
reg-cyan bbox=[6, 1255, 203, 1259]
egg-chicken-box bbox=[304, 510, 400, 580]
pt-cell: 12,750/- bbox=[627, 968, 652, 987]
corr-head: OFFICE OF THE SUPERINTENDING ENGINEER RURAL WORKS DIVISION, PADAMPUR bbox=[124, 829, 292, 841]
nhm-sign: Sd/- Chief District Medical & PHO-cum-DMD, Sundargarh bbox=[633, 806, 793, 813]
itda-th-3: To bbox=[688, 574, 730, 593]
hindi-body: आदेश क्रमांक /व.से.लि/2024-25 बिलासपुर, दिनांक निविदा सूचना क्र. 04/न.त.नि./2024-25 दिनांक 02.09.2024 निविदा सिस्टम क्र. 158153 भारती व्यवसायिक पोर्टल पर प्रकाशन कर आहूत की गई थी। उक्त निविदा में निर्धारित दरों को स्वीकृति हेतु प्रस्तुत किया गया था। प्रशासनिक कारणों से उक्त निविदा को निरस्त किया जाता है। विज्ञापन क्र. जी 242502206 / दिनांक 05.09.2024 bbox=[307, 859, 501, 884]
tender-small-line-1: 1. ପ୍ରକଳ୍ପ: 28 ଜଣ bbox=[307, 602, 346, 608]
pt-refs bbox=[511, 879, 793, 886]
tender-small-box bbox=[304, 584, 400, 692]
rmc-title: OFFICE OF THE REGULATED MARKET COMMITTEE HINJILICUT (GANJAM) bbox=[126, 919, 290, 938]
rmc-sign: Sd/- Sub-Collector bbox=[238, 1011, 297, 1017]
nhm-table bbox=[511, 751, 793, 777]
staff-recruitment-ad bbox=[304, 700, 504, 830]
masthead bbox=[0, 0, 800, 62]
pt-title: GOVERNMENT OF ODISHA bbox=[601, 857, 703, 865]
affidavit-dologovinda bbox=[404, 526, 504, 666]
story5-body: ■ ବେଗୁନିଆ(ନିଜସ୍ୱ): ବନ୍ୟ ହାତୀ ପଲ ଗାଁ ଭିତରକୁ ପଶି ଫସଲ ନଷ୍ଟ କରିଛନ୍ତି। କୃଷକଙ୍କ ଖଳାରେ ରଖାଯାଇଥିବା ଧାନ ଗଦା ଖାଇବା ସହ ଘରଦ୍ୱାର ଭାଙ୍ଗିଦେଇଛନ୍ତି। ଗ୍ରାମବାସୀ ରାତି ଜାଗି ହାତୀ ଘଉଡ଼ାଉଛନ୍ତି। ବନ ବିଭାଗକୁ ଜଣାଇଲେ ମଧ୍ୟ କୌଣସି ପଦକ୍ଷେପ ନିଆଯାଉନି ବୋଲି ଅଭିଯୋଗ। କ୍ଷତିଗ୍ରସ୍ତ ଚାଷୀ କ୍ଷତିପୂରଣ ଦାବି କରିଛନ୍ତି। bbox=[404, 407, 596, 434]
affidavit-body: By virtue of an Affidavit before Notary, Jagatsinghpur. I Suchitra Mohanty W/o- Kiadingiri, P.S- Erasama, Dist- Jagatsinghpur at present Plot No. 58-1558 Kalinga Vihar - 9 (B), Patrapada, Bhubaneswar, Dumduma Housing Board Colony, Bhubaneswar, Dist- Khurda - 751019. Declare that Suchitra Mohanty & Tunalata Parija, W/o- Pravat Kumar Mohanty & D/o. Late Padma Charan Parija is one & same Identical Person in the above address which refers to me alone. bbox=[9, 709, 109, 816]
hindi-sub2: कार्यालयीन आदेश bbox=[384, 852, 424, 859]
chilika-birds-photo bbox=[500, 92, 696, 270]
pt-ref2: Ref: 1- This office letter No.3694 dated 18.11.2024 (Notice Inviting Tender) bbox=[511, 900, 715, 905]
photo-illustration bbox=[118, 84, 298, 344]
nhm-footer: Interested in-house candidates of NHM may login www.sundargarh.odisha.gov.in for details terms and conditions & application form etc. The eligible candidates may attend at office of the Chief District Medical & Public Health Officer, Sundargarh at 10.12.2024 from 11.00 A.M. to 12.00 P.M. along with the required documents and application form. No candidates shall be allowed beyond the schedule time. The undersigned reserves the right to cancel or reject any or all the applications without assigning any reason thereof. bbox=[511, 778, 793, 806]
rmc-hinjilicut-ad bbox=[116, 916, 300, 1052]
birds-illustration bbox=[500, 92, 696, 270]
story-court-office-theft bbox=[304, 66, 398, 376]
brand-name: ପ୍ରଗତିବାଦୀ bbox=[696, 9, 770, 27]
pt-cell: 10.12.2024 upto 17.00 Hours bbox=[722, 968, 759, 987]
logo-number: 50 bbox=[630, 2, 668, 32]
pt-ref: No.: 3894/2024 bbox=[511, 879, 554, 885]
pt-sub: OFFICE OF THE PANCHAYAT SAMITI: POTTANGI, DISTRICT-KORAPUT (ODISHA) bbox=[526, 865, 778, 871]
tagline: ଜନଗଣଙ୍କ ପ୍ରଗତିପଥରେ bbox=[701, 32, 765, 39]
jey-row-3: 4. Period of completion : Two months to Six months bbox=[119, 1116, 238, 1122]
itda-cell: 07.12.2024 (10.00 Hours) bbox=[625, 607, 689, 626]
itda-cell: ITDAPKD/02/ 2024-25 bbox=[575, 594, 625, 608]
nhm-th-1: Name of the Position bbox=[542, 752, 635, 760]
pt-bid: (Bid Identification No.: 01/2024-25) bbox=[602, 894, 702, 900]
pt-para: No.336-ii: Due to unavoidable circumstances, the date and time for availability of bid documents & opening of online bids (Technical & Financial) of the following 3 (Three) Nos. of tender works has been extended and rescheduled in the following manner as given below: bbox=[511, 906, 794, 923]
ep-row-0: 1. Name of the work : Building works(As per Annexure-'A') bbox=[307, 1097, 447, 1102]
story3-body-col3 bbox=[700, 92, 796, 382]
itda-cell: 20.12.2024 (17.30 Hours) bbox=[688, 594, 730, 608]
pt-cell: 'C' & 'D' bbox=[674, 968, 696, 987]
egg-icon bbox=[308, 518, 322, 536]
photo-caption-text: ଏ ସାକ୍ଷାତକାରରେ ଚିତ୍ରତାରକା ଏକ୍ତା ଜୈନ ଓ ମୁଖ୍ୟମନ୍ତ୍ରୀ ମୋହନ ଚରଣ ମାଝୀଙ୍କୁ ଉପହାର ପ୍ରଦାନ କରୁଛନ୍ତି। ସେ ମୁଖ୍ୟମନ୍ତ୍ରୀଙ୍କ ସହ ସୌଜନ୍ୟମୂଳକ ସାକ୍ଷାତ କରିଥିଲେ। bbox=[121, 346, 291, 359]
corr-body: 1st Corrigendum to Tender call notice No. Notice 06 of 2024-25 No.772-C. The tender is hereby cancelled vide tender call notice No.772-C dated 28.11.2024 of the Superintending Engineer, Rural Works Division, Padampur. Sl. No. 1- Construction of Conference Hall with VC(OSWAN) facilities for Tahasil office, Padampur for the year 2024-25. All other terms and conditions remains unchanged. bbox=[119, 854, 297, 888]
nhm-cell: 1 bbox=[634, 760, 694, 768]
table-row bbox=[512, 769, 793, 777]
odisha-seal-icon bbox=[513, 859, 533, 879]
itda-cell: 05.12.2024 (10.00 Hours) bbox=[625, 594, 689, 608]
phed-sign2: लोक स्वास्थ्य यांत्रिकी खंड, जशपुर bbox=[733, 1193, 793, 1199]
hindi-title: कार्यालय कार्यपालन अभियंता, bbox=[368, 837, 440, 845]
tender-small-line-6: PR-779/R2/24-25 bbox=[359, 630, 397, 636]
pt-date: Date: 02-12-2024 bbox=[743, 879, 793, 885]
color-registration-bar bbox=[6, 1255, 794, 1259]
jey-footer: Further details can be seen from the www.tendersodisha.gov.in bbox=[119, 1156, 265, 1162]
phed-jashpur-eoi-ad bbox=[508, 1098, 796, 1254]
nhm-cell: Block Programme Manager bbox=[542, 760, 635, 768]
